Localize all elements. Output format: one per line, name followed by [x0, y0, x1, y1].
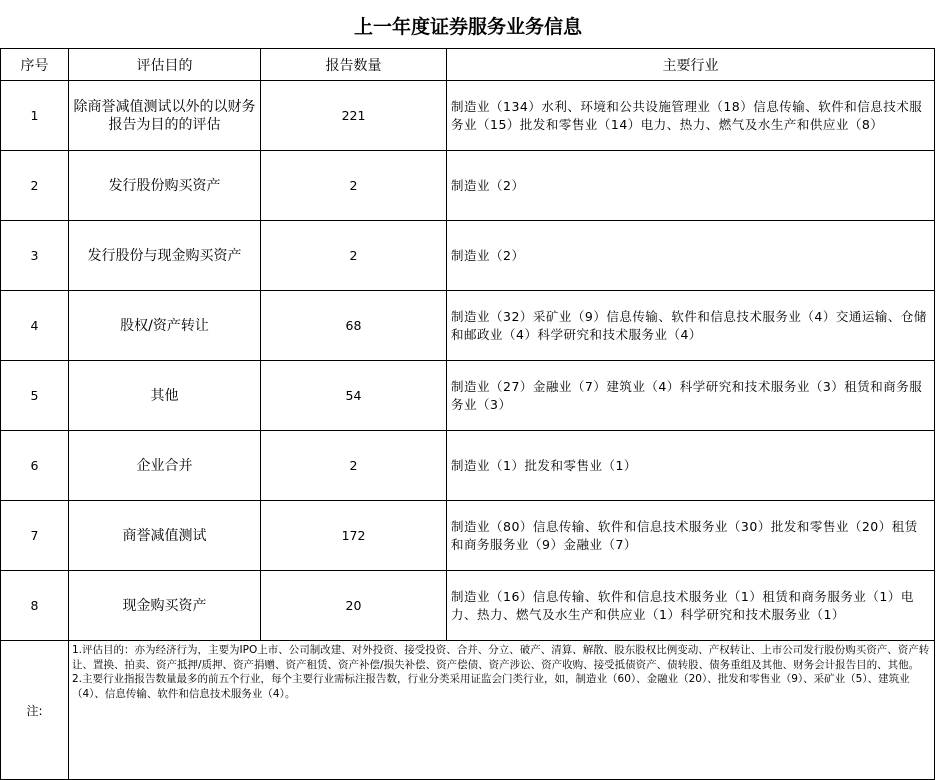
row-purpose: 发行股份购买资产 — [69, 151, 261, 221]
row-purpose: 现金购买资产 — [69, 571, 261, 641]
table-row — [1, 361, 935, 431]
service-info-table — [0, 48, 935, 780]
row-industry: 制造业（16）信息传输、软件和信息技术服务业（1）租赁和商务服务业（1）电力、热力、燃气及水生产和供应业（1）科学研究和技术服务业（1） — [447, 571, 935, 641]
row-purpose: 其他 — [69, 361, 261, 431]
row-count: 221 — [261, 81, 447, 151]
row-seq: 8 — [1, 571, 69, 641]
row-count: 2 — [261, 431, 447, 501]
row-purpose: 股权/资产转让 — [69, 291, 261, 361]
table-row — [1, 291, 935, 361]
note-body — [69, 641, 935, 780]
row-purpose: 除商誉减值测试以外的以财务报告为目的的评估 — [69, 81, 261, 151]
row-purpose: 发行股份与现金购买资产 — [69, 221, 261, 291]
header-count: 报告数量 — [261, 49, 447, 81]
row-seq: 4 — [1, 291, 69, 361]
table-row — [1, 151, 935, 221]
row-industry: 制造业（32）采矿业（9）信息传输、软件和信息技术服务业（4）交通运输、仓储和邮政业（4）科学研究和技术服务业（4） — [447, 291, 935, 361]
row-industry: 制造业（2） — [447, 221, 935, 291]
header-seq: 序号 — [1, 49, 69, 81]
row-count: 2 — [261, 151, 447, 221]
row-seq: 2 — [1, 151, 69, 221]
row-industry: 制造业（80）信息传输、软件和信息技术服务业（30）批发和零售业（20）租赁和商务服务业（9）金融业（7） — [447, 501, 935, 571]
row-industry: 制造业（134）水利、环境和公共设施管理业（18）信息传输、软件和信息技术服务业（15）批发和零售业（14）电力、热力、燃气及水生产和供应业（8） — [447, 81, 935, 151]
row-count: 20 — [261, 571, 447, 641]
row-count: 68 — [261, 291, 447, 361]
note-label: 注: — [1, 641, 69, 780]
row-seq: 1 — [1, 81, 69, 151]
table-row — [1, 81, 935, 151]
header-industry: 主要行业 — [447, 49, 935, 81]
row-count: 54 — [261, 361, 447, 431]
row-industry: 制造业（27）金融业（7）建筑业（4）科学研究和技术服务业（3）租赁和商务服务业（3） — [447, 361, 935, 431]
header-row — [1, 49, 935, 81]
row-count: 2 — [261, 221, 447, 291]
table-row — [1, 571, 935, 641]
row-seq: 5 — [1, 361, 69, 431]
row-purpose: 企业合并 — [69, 431, 261, 501]
row-seq: 6 — [1, 431, 69, 501]
table-row — [1, 431, 935, 501]
page-title: 上一年度证券服务业务信息 — [353, 16, 582, 38]
note-row — [1, 641, 935, 780]
table-row — [1, 221, 935, 291]
table-row — [1, 501, 935, 571]
row-industry: 制造业（2） — [447, 151, 935, 221]
header-purpose: 评估目的 — [69, 49, 261, 81]
row-purpose: 商誉减值测试 — [69, 501, 261, 571]
row-count: 172 — [261, 501, 447, 571]
row-seq: 7 — [1, 501, 69, 571]
row-seq: 3 — [1, 221, 69, 291]
note-line-2: 2.主要行业指报告数量最多的前五个行业，每个主要行业需标注报告数，行业分类采用证监会门类行业，如，制造业（60）、金融业（20）、批发和零售业（9）、采矿业（5）、建筑业（4）、信息传输、软件和信息技术服务业（4）。 — [72, 673, 910, 700]
note-line-1: 1.评估目的：亦为经济行为，主要为IPO上市、公司制改建、对外投资、接受投资、合并、分立、破产、清算、解散、股东股权比例变动、产权转让、上市公司发行股份购买资产、资产转让、置换、拍卖、资产抵押/质押、资产捐赠、资产租赁、资产补偿/损失补偿、资产偿债、资产涉讼、资产收购、接受抵债资产、债转股、债务重组及其他、财务会计报告目的、其他。 — [72, 644, 930, 671]
row-industry: 制造业（1）批发和零售业（1） — [447, 431, 935, 501]
